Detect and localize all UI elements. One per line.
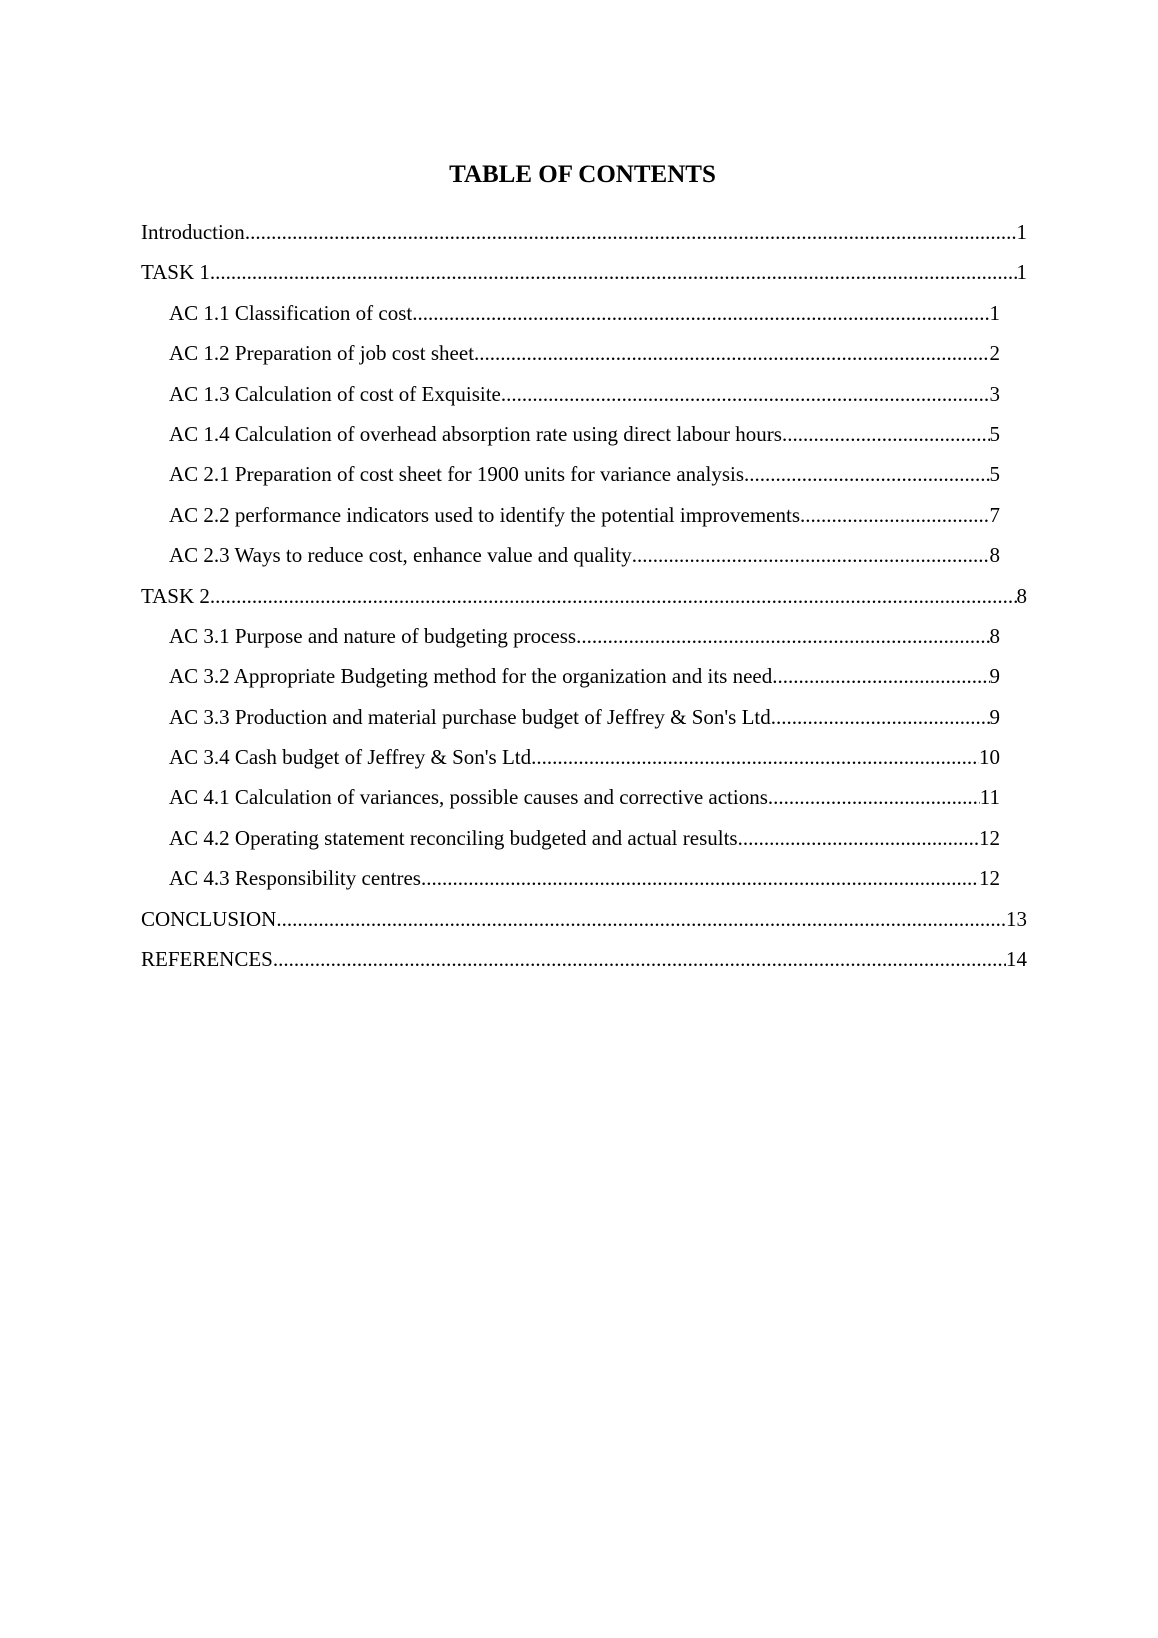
toc-entry[interactable]	[0, 381, 1158, 421]
toc-entry[interactable]	[0, 906, 1158, 946]
toc-entry-page-number: 7	[989, 502, 1000, 527]
dot-leader	[276, 906, 1006, 932]
dot-leader	[768, 784, 980, 810]
toc-entry-page-number: 3	[989, 381, 1000, 406]
toc-entry-page-number: 10	[979, 745, 1000, 770]
toc-entry[interactable]	[0, 825, 1158, 865]
toc-entry-label: AC 1.4 Calculation of overhead absorption rate using direct labour hours	[169, 421, 782, 446]
toc-entry[interactable]	[0, 542, 1158, 582]
toc-entry-label: AC 1.2 Preparation of job cost sheet	[169, 341, 475, 366]
toc-entry-page-number: 2	[989, 341, 1000, 366]
toc-entry-label: AC 3.2 Appropriate Budgeting method for the organization and its need	[169, 664, 773, 689]
dot-leader	[531, 744, 979, 770]
toc-entry-label: AC 3.3 Production and material purchase budget of Jeffrey & Son's Ltd.	[169, 704, 777, 729]
toc-entry-label: AC 4.3 Responsibility centres	[169, 866, 421, 891]
dot-leader	[245, 219, 1017, 245]
toc-entry[interactable]	[0, 219, 1158, 259]
dot-leader	[738, 825, 979, 851]
toc-entry[interactable]	[0, 865, 1158, 905]
toc-entry[interactable]	[0, 784, 1158, 824]
dot-leader	[210, 259, 1017, 285]
toc-entry-page-number: 13	[1006, 906, 1027, 931]
toc-entry[interactable]	[0, 946, 1158, 986]
dot-leader	[576, 623, 989, 649]
dot-leader	[782, 421, 990, 447]
toc-list	[0, 219, 1158, 986]
dot-leader	[421, 865, 979, 891]
toc-entry-label: REFERENCES	[141, 947, 273, 972]
toc-entry-page-number: 8	[989, 623, 1000, 648]
toc-entry-page-number: 12	[979, 866, 1000, 891]
toc-entry[interactable]	[0, 704, 1158, 744]
toc-entry-label: CONCLUSION	[141, 906, 277, 931]
toc-entry-page-number: 8	[1016, 583, 1027, 608]
toc-entry-page-number: 11	[979, 785, 1000, 810]
toc-entry[interactable]	[0, 300, 1158, 340]
dot-leader	[210, 583, 1017, 609]
toc-entry[interactable]	[0, 461, 1158, 501]
toc-entry-page-number: 5	[989, 462, 1000, 487]
dot-leader	[412, 300, 989, 326]
toc-entry[interactable]	[0, 583, 1158, 623]
toc-entry[interactable]	[0, 421, 1158, 461]
toc-entry-label: TASK 2	[141, 583, 210, 608]
toc-entry-page-number: 8	[989, 543, 1000, 568]
toc-entry-label: AC 1.3 Calculation of cost of Exquisite	[169, 381, 501, 406]
dot-leader	[776, 704, 989, 730]
toc-entry-page-number: 1	[1016, 220, 1027, 244]
dot-leader	[744, 461, 989, 487]
toc-entry-page-number: 1	[1016, 260, 1027, 285]
toc-entry-label: AC 4.2 Operating statement reconciling budgeted and actual results	[169, 825, 738, 850]
dot-leader	[800, 502, 989, 528]
toc-entry-label: TASK 1	[141, 260, 210, 285]
dot-leader	[501, 381, 990, 407]
toc-entry[interactable]	[0, 259, 1158, 299]
toc-entry[interactable]	[0, 663, 1158, 703]
toc-entry-page-number: 9	[989, 664, 1000, 689]
toc-entry-label: AC 2.1 Preparation of cost sheet for 1900 units for variance analysis	[169, 462, 745, 487]
toc-entry[interactable]	[0, 623, 1158, 663]
toc-entry-label: Introduction	[141, 220, 245, 244]
dot-leader	[772, 663, 989, 689]
toc-title: TABLE OF CONTENTS	[449, 161, 716, 188]
toc-entry-page-number: 1	[989, 300, 1000, 325]
toc-entry[interactable]	[0, 340, 1158, 380]
toc-entry-label: AC 2.2 performance indicators used to identify the potential improvements	[169, 502, 801, 527]
dot-leader	[632, 542, 990, 568]
toc-entry-label: AC 1.1 Classification of cost	[169, 300, 413, 325]
dot-leader	[474, 340, 989, 366]
toc-entry-page-number: 5	[989, 421, 1000, 446]
toc-entry-page-number: 14	[1006, 947, 1027, 972]
toc-entry[interactable]	[0, 502, 1158, 542]
toc-entry-label: AC 4.1 Calculation of variances, possible causes and corrective actions	[169, 785, 768, 810]
toc-entry-label: AC 2.3 Ways to reduce cost, enhance value and quality	[169, 543, 632, 568]
dot-leader	[273, 946, 1006, 972]
toc-entry-page-number: 12	[979, 825, 1000, 850]
toc-entry-page-number: 9	[989, 704, 1000, 729]
toc-entry-label: AC 3.4 Cash budget of Jeffrey & Son's Ltd	[169, 745, 532, 770]
toc-entry-label: AC 3.1 Purpose and nature of budgeting process	[169, 623, 577, 648]
toc-entry[interactable]	[0, 744, 1158, 784]
